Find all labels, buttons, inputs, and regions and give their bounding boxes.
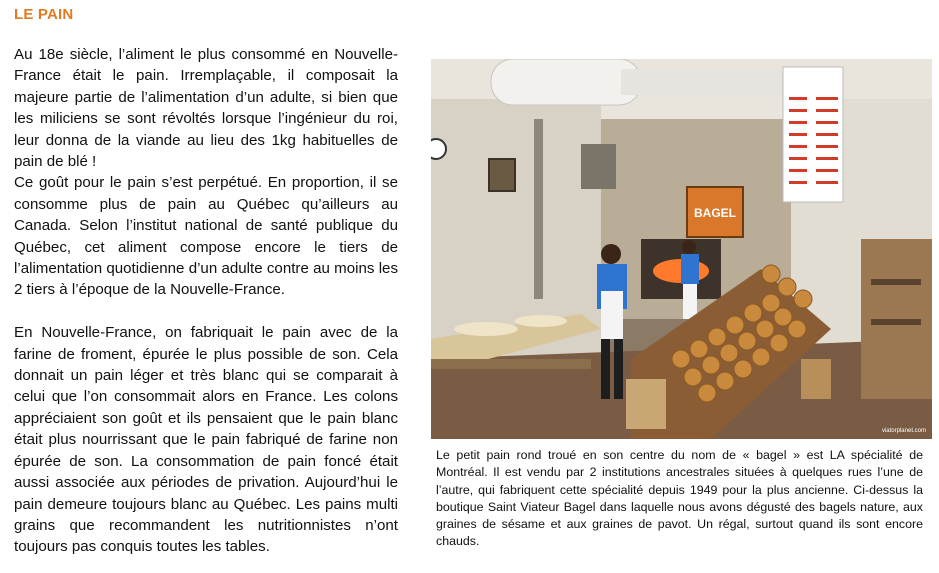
paragraph-3: En Nouvelle-France, on fabriquait le pain avec de la farine de froment, épurée le plus possible de son. Cela donnait un pain léger et très blanc qui se comparait à celui que l’on consommait alors en France. Les colons appréciaient son goût et ils pensaient que le pain blanc était plus nourrissant que le pain fabriqué de farine non épurée de son. La consommation de pain foncé était aussi associée aux périodes de privation. Aujourd’hui le pain demeure toujours blanc au Québec. Les pains multi grains que recommandent les nutritionnistes n’ont toujours pas conquis toutes les tables. bbox=[14, 324, 398, 556]
bakery-photo bbox=[431, 59, 932, 439]
paragraph-1: Au 18e siècle, l’aliment le plus consommé en Nouvelle-France était le pain. Irremplaçable, il composait la majeure partie de l’alimentation d’un adulte, si bien que les miliciens se sont révoltés lorsque l’ingénieur du roi, leur donna de la viande au lieu des 1kg habituelles de pain de blé ! bbox=[14, 46, 398, 171]
paragraph-2: Ce goût pour le pain s’est perpétué. En proportion, il se consomme plus de pain au Québec qu’ailleurs au Canada. Selon l’institut national de santé publique du Québec, cet aliment compose encore le tiers de l’alimentation quotidienne d’un adulte contre au moins les 2 tiers à l’époque de la Nouvelle-France. bbox=[14, 174, 398, 299]
photo-watermark: viatorplanet.com bbox=[881, 428, 926, 434]
bagel-sign-text: BAGEL bbox=[694, 206, 736, 220]
photo-caption: Le petit pain rond troué en son centre du nom de « bagel » est LA spécialité de Montréal. Il est vendu par 2 institutions ancestrales situées à quelques rues l’une de l’autre, qui fabriquent cette spécialité depuis 1949 pour la plus ancienne. Ci-dessus la boutique Saint Viateur Bagel dans laquelle nous avons dégusté des bagels nature, aux graines de sésame et aux graines de pavot. Un régal, surtout quand ils sont encore chauds. bbox=[436, 448, 923, 549]
page-title: LE PAIN bbox=[14, 6, 74, 23]
article-body bbox=[14, 44, 398, 558]
